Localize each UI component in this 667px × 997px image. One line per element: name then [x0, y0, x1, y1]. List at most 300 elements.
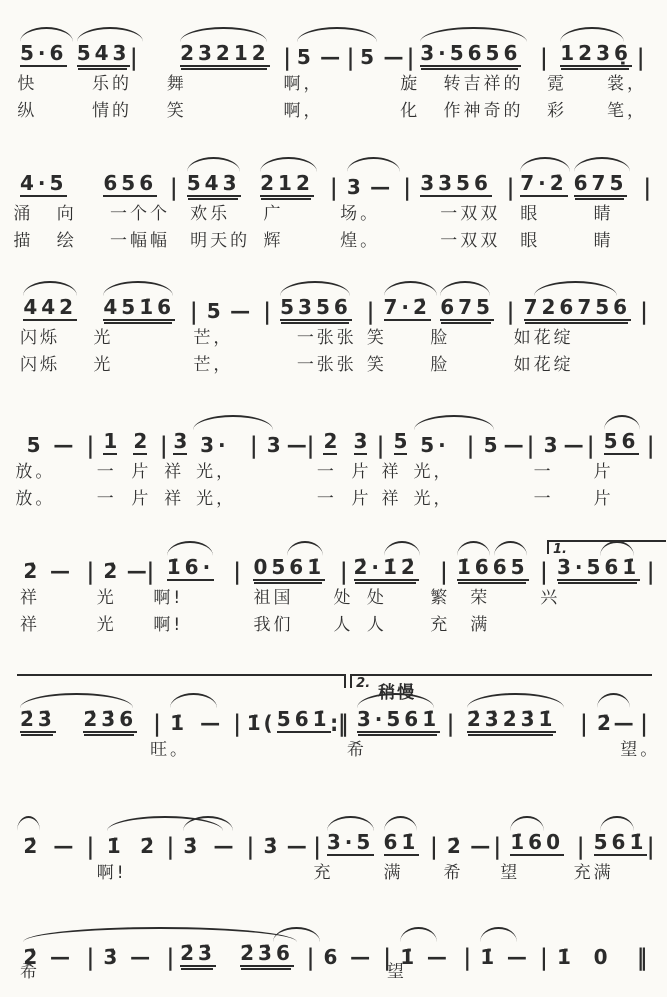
barline: | [506, 173, 515, 201]
barline: | [540, 557, 548, 585]
lyric-row [0, 227, 667, 254]
lyric-word: 啊! [153, 588, 184, 608]
barline: | [440, 557, 448, 585]
slur-arc [297, 27, 377, 42]
music-system-8 [0, 926, 667, 997]
lyric-word: 一 [533, 462, 554, 482]
slur-arc [384, 816, 417, 831]
barline: | [446, 709, 455, 737]
volta-bracket [547, 540, 666, 557]
barline: | [526, 431, 535, 459]
lyric-word: 眼 [520, 204, 541, 224]
lyric-row [0, 200, 667, 227]
barline: | [246, 832, 255, 860]
barline: | [166, 832, 175, 860]
lyric-word: 广 [263, 204, 284, 224]
lyric-word: 望。 [620, 740, 661, 760]
note-token: 61̇ [383, 830, 420, 854]
note-token: 5 [360, 45, 375, 69]
note-token: 2̇3̇ [20, 707, 56, 731]
note-token: 1̇ [556, 945, 575, 969]
note-token: 5 [206, 299, 221, 323]
lyric-word: 人 [333, 615, 354, 635]
lyric-word: 望 [386, 962, 407, 982]
barline: | [580, 709, 588, 737]
slur-arc [187, 157, 240, 172]
note-token: 3 [543, 433, 558, 457]
music-system-1 [0, 26, 667, 124]
lyric-word: 笔， [606, 101, 647, 121]
note-token: 3·5656 [420, 41, 522, 65]
note-token: — [200, 711, 221, 735]
lyric-word: 祥 [164, 462, 185, 482]
note-token: 6 [323, 945, 338, 969]
slur-arc [167, 541, 214, 556]
note-token: 5 [26, 433, 41, 457]
lyric-row [0, 97, 667, 124]
note-token: 1̇60 [510, 830, 564, 854]
lyric-word: 祖国 [253, 588, 294, 608]
barline: | [86, 431, 95, 459]
lyric-word: 充 [430, 615, 451, 635]
lyric-word: 繁 [430, 588, 451, 608]
lyric-word: 一张张 [296, 328, 357, 348]
barline: | [406, 43, 415, 71]
note-token: 2̇3̇2̇3̇1̇ [466, 707, 557, 731]
barline: | [540, 43, 548, 71]
lyric-row [0, 736, 667, 763]
slur-arc [77, 27, 144, 42]
lyric-word: 望 [500, 863, 521, 883]
barline: | [640, 297, 648, 325]
lyric-word: 祥 [20, 588, 40, 608]
lyric-word: 希 [346, 740, 367, 760]
music-system-2 [0, 156, 667, 254]
lyric-word: 光 [96, 588, 117, 608]
barline: | [306, 431, 315, 459]
notation-row [0, 692, 667, 736]
note-token: 1̇665 [456, 555, 529, 579]
note-token: 212 [260, 171, 314, 195]
slur-arc [574, 157, 631, 172]
lyric-word: 人 [366, 615, 387, 635]
barline: | [263, 297, 271, 325]
note-token: 7·2̇ [383, 295, 431, 319]
lyric-word: 煌。 [340, 231, 381, 251]
slur-arc [420, 27, 527, 42]
lyric-word: 笑 [166, 101, 187, 121]
note-token: 561̇ [276, 707, 331, 731]
note-token: 3̇ [263, 834, 282, 858]
note-token: 1̇6· [166, 555, 215, 579]
volta-bracket [350, 674, 652, 703]
note-token: 1̇ [246, 711, 265, 735]
lyric-word: 一双双 [440, 231, 501, 251]
note-token: — [130, 945, 151, 969]
note-token: 1236̣ [560, 41, 632, 65]
note-token: — [286, 834, 307, 858]
note-token: ( [263, 711, 273, 735]
note-token: 2̇·1̇2̇ [353, 555, 419, 579]
barline: :‖ [330, 709, 349, 737]
note-token: — [613, 711, 634, 735]
barline: | [283, 43, 291, 71]
note-token: 451̇6 [103, 295, 176, 319]
slur-arc [520, 157, 570, 172]
lyric-row [0, 485, 667, 512]
lyric-word: 祥 [20, 615, 40, 635]
note-token: 2̇ [23, 834, 42, 858]
lyric-word: 满 [470, 615, 491, 635]
lyric-word: 眼 [520, 231, 541, 251]
lyric-word: 放。 [15, 462, 56, 482]
note-token: 3·561̇ [356, 707, 441, 731]
lyric-word: 脸 [430, 355, 451, 375]
slur-arc [597, 693, 630, 708]
tempo-marking: 稍慢 [378, 683, 417, 703]
barline: | [640, 709, 648, 737]
note-token: 543 [76, 41, 131, 65]
lyric-word: 片 [131, 462, 152, 482]
lyric-word: 舞 [166, 74, 187, 94]
lyric-word: 旋 [400, 74, 421, 94]
note-token: 23212 [180, 41, 270, 65]
lyric-word: 光 [93, 355, 114, 375]
barline: | [233, 709, 241, 737]
slur-arc [440, 281, 490, 296]
barline: | [190, 297, 198, 325]
note-token: 4·5 [20, 171, 68, 195]
barline: | [170, 173, 178, 201]
barline: | [493, 832, 501, 860]
music-system-5 [0, 540, 667, 638]
lyric-word: 片 [351, 462, 372, 482]
lyric-word: 放。 [15, 489, 56, 509]
lyric-word: 啊! [153, 615, 184, 635]
lyric-word: 充 [313, 863, 334, 883]
lyric-word: 描 [13, 231, 34, 251]
lyric-word: 处 [333, 588, 354, 608]
lyric-word: 笑 [366, 328, 387, 348]
lyric-word: 光 [93, 328, 114, 348]
note-token: — [506, 945, 527, 969]
slur-arc [20, 27, 73, 42]
lyric-word: 绘 [56, 231, 77, 251]
lyric-word: 芒， [193, 355, 234, 375]
lyric-word: 一个个 [110, 204, 171, 224]
slur-arc [384, 541, 421, 556]
lyric-word: 光， [413, 489, 454, 509]
notation-row [0, 26, 667, 70]
barline: | [646, 557, 655, 585]
music-system-7 [0, 815, 667, 886]
lyric-word: 闪烁 [20, 328, 60, 348]
lyric-word: 一 [96, 462, 117, 482]
barline: | [160, 431, 168, 459]
barline: | [330, 173, 338, 201]
note-token: — [383, 45, 404, 69]
lyric-word: 向 [56, 204, 77, 224]
lyric-word: 睛 [593, 231, 614, 251]
note-token: 2̇ [596, 711, 615, 735]
lyric-word: 啊， [283, 74, 324, 94]
lyric-word: 如花绽 [513, 355, 574, 375]
note-token: — [503, 433, 524, 457]
note-token: — [350, 945, 371, 969]
slur-arc [180, 27, 267, 42]
slur-arc [414, 415, 494, 430]
lyric-word: 脸 [430, 328, 451, 348]
music-system-6 [0, 668, 667, 763]
barline: | [86, 943, 95, 971]
lyric-word: 希 [443, 863, 464, 883]
lyric-row [0, 859, 667, 886]
note-token: — [50, 945, 71, 969]
note-token: 0 [593, 945, 608, 969]
note-token: 3 [353, 429, 368, 453]
note-token: 3·5 [326, 830, 375, 854]
note-token: — [53, 834, 74, 858]
note-token: 5· [420, 433, 450, 457]
lyric-word: 祥 [381, 489, 402, 509]
lyric-word: 辉 [263, 231, 284, 251]
barline: | [233, 557, 241, 585]
lyric-word: 纵 [17, 101, 38, 121]
lyric-word: 情的 [92, 101, 133, 121]
note-token: 1̇ [106, 834, 125, 858]
note-token: 3 [173, 429, 188, 453]
note-token: 1 [103, 429, 118, 453]
note-token: 1̇ [400, 945, 419, 969]
lyric-word: 一 [533, 489, 554, 509]
barline: | [540, 943, 548, 971]
lyric-word: 荣 [470, 588, 491, 608]
note-token: 2̇ [23, 559, 42, 583]
music-system-4 [0, 414, 667, 512]
lyric-word: 片 [593, 462, 614, 482]
lyric-word: 旺。 [150, 740, 191, 760]
slur-arc [560, 27, 623, 42]
barline: | [306, 943, 315, 971]
note-token: 656 [103, 171, 158, 195]
note-token: 726756 [523, 295, 632, 319]
slur-arc [17, 816, 40, 831]
barline: | [586, 431, 595, 459]
slur-arc [480, 927, 517, 942]
notation-row [0, 540, 667, 584]
note-token: 3 [266, 433, 281, 457]
slur-arc [510, 816, 543, 831]
lyric-word: 乐的 [92, 74, 133, 94]
note-token: — [320, 45, 341, 69]
slur-arc [604, 415, 641, 430]
note-token: 3̇ [103, 945, 122, 969]
slur-arc [193, 415, 273, 430]
barline: | [366, 297, 375, 325]
notation-row [0, 926, 667, 970]
lyric-word: 裳， [606, 74, 647, 94]
note-token: 3356 [420, 171, 492, 195]
lyric-row [0, 611, 667, 638]
slur-arc [357, 693, 434, 708]
slur-arc [273, 927, 320, 942]
note-token: 2̇ [446, 834, 465, 858]
barline: ‖ [636, 943, 647, 971]
notation-row [0, 156, 667, 200]
lyric-row [0, 584, 667, 611]
lyric-word: 快 [17, 74, 38, 94]
note-token: — [126, 559, 147, 583]
note-token: 56 [603, 429, 640, 453]
lyric-word: 彩 [546, 101, 567, 121]
lyric-word: 如花绽 [513, 328, 574, 348]
lyric-word: 场。 [340, 204, 381, 224]
note-token: 5356 [280, 295, 352, 319]
barline: | [153, 709, 161, 737]
note-token: 3·561̇ [556, 555, 641, 579]
slur-arc [384, 281, 437, 296]
lyric-word: 霓 [546, 74, 567, 94]
note-token: 543 [186, 171, 241, 195]
note-token: 7·2̇ [520, 171, 568, 195]
note-token: 2̇3̇6 [240, 941, 294, 965]
note-token: — [53, 433, 74, 457]
note-token: 5 [393, 429, 408, 453]
note-token: — [470, 834, 491, 858]
barline: | [383, 943, 391, 971]
volta-label: 2. [356, 676, 371, 691]
barline: | [430, 832, 438, 860]
slur-arc [347, 157, 400, 172]
note-token: — [370, 175, 391, 199]
slur-arc [170, 693, 217, 708]
note-token: 442 [23, 295, 78, 319]
notation-row [0, 414, 667, 458]
lyric-word: 兴 [540, 588, 561, 608]
lyric-word: 一幅幅 [110, 231, 171, 251]
barline: | [166, 943, 175, 971]
slur-arc [467, 693, 564, 708]
lyric-row [0, 324, 667, 351]
volta-bracket [17, 674, 346, 688]
volta-label: 1. [552, 542, 567, 557]
slur-arc [23, 927, 296, 942]
note-token: 5·6 [20, 41, 68, 65]
note-token: 2̇3̇ [180, 941, 216, 965]
lyric-word: 我们 [253, 615, 294, 635]
barline: | [636, 43, 645, 71]
lyric-word: 睛 [593, 204, 614, 224]
slur-arc [534, 281, 617, 296]
barline: | [646, 431, 655, 459]
notation-row [0, 815, 667, 859]
lyric-row [0, 351, 667, 378]
slur-arc [327, 816, 374, 831]
lyric-row [0, 70, 667, 97]
note-token: 3· [200, 433, 230, 457]
lyric-word: 片 [593, 489, 614, 509]
lyric-word: 一 [96, 489, 117, 509]
slur-arc [280, 281, 350, 296]
lyric-row [0, 962, 667, 997]
slur-arc [457, 541, 490, 556]
lyric-word: 啊， [283, 101, 324, 121]
note-token: — [286, 433, 307, 457]
note-token: — [426, 945, 447, 969]
barline: | [403, 173, 411, 201]
lyric-word: 一 [316, 489, 337, 509]
note-token: 2̇ [103, 559, 122, 583]
lyric-word: 闪烁 [20, 355, 60, 375]
lyric-word: 祥 [381, 462, 402, 482]
lyric-word: 一 [316, 462, 337, 482]
lyric-word: 转吉祥的 [443, 74, 524, 94]
barline: | [250, 431, 258, 459]
barline: | [376, 431, 385, 459]
slur-arc [20, 693, 133, 708]
note-token: 3̇ [183, 834, 202, 858]
lyric-word: 光， [413, 462, 454, 482]
lyric-word: 一张张 [296, 355, 357, 375]
slur-arc [23, 281, 76, 296]
note-token: — [213, 834, 234, 858]
note-token: 3 [346, 175, 361, 199]
lyric-word: 片 [131, 489, 152, 509]
barline: | [576, 832, 585, 860]
note-token: 675 [440, 295, 494, 319]
slur-arc [494, 541, 527, 556]
barline: | [313, 832, 321, 860]
barline: | [86, 832, 95, 860]
lyric-word: 片 [351, 489, 372, 509]
note-token: 561̇ [593, 830, 648, 854]
notation-row [0, 280, 667, 324]
note-token: 2 [133, 429, 148, 453]
barline: | [146, 557, 155, 585]
note-token: 2̇ [23, 945, 42, 969]
note-token: — [563, 433, 584, 457]
lyric-word: 欢乐 [190, 204, 231, 224]
lyric-word: 啊! [96, 863, 127, 883]
lyric-word: 光， [196, 489, 237, 509]
music-system-3 [0, 280, 667, 378]
lyric-word: 笑 [366, 355, 387, 375]
note-token: 2 [323, 429, 338, 453]
barline: | [130, 43, 138, 71]
lyric-word: 涌 [13, 204, 34, 224]
slur-arc [400, 927, 437, 942]
barline: | [346, 43, 355, 71]
lyric-word: 处 [366, 588, 387, 608]
barline: | [463, 943, 471, 971]
lyric-word: 作神奇的 [443, 101, 524, 121]
note-token: — [230, 299, 251, 323]
barline: | [646, 832, 655, 860]
barline: | [86, 557, 95, 585]
slur-arc [103, 281, 173, 296]
lyric-word: 明天的 [190, 231, 251, 251]
volta-continuation-row [0, 668, 667, 703]
note-token: 1̇ [480, 945, 499, 969]
slur-arc [600, 816, 633, 831]
note-token: 5 [483, 433, 498, 457]
slur-arc [260, 157, 317, 172]
note-token: 675 [573, 171, 628, 195]
lyric-word: 光 [96, 615, 117, 635]
lyric-word: 芒， [193, 328, 234, 348]
lyric-word: 充满 [573, 863, 614, 883]
slur-arc [287, 541, 324, 556]
